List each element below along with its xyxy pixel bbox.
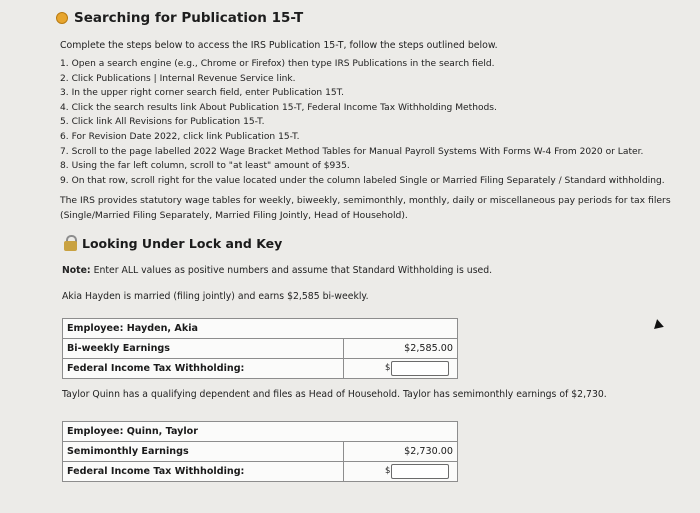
note-text — [62, 265, 492, 276]
step-item: 8. Using the far left column, scroll to "at least" amount of $935. — [60, 161, 350, 172]
employee-name-cell: Employee: Hayden, Akia — [63, 319, 458, 339]
employee-table-quinn — [62, 421, 458, 482]
step-item: 9. On that row, scroll right for the value located under the column labeled Single or Married Filing Separately / Standard withholding. — [60, 175, 665, 186]
earnings-value-cell: $2,585.00 — [344, 339, 458, 359]
steps-list — [60, 57, 700, 188]
step-item: 6. For Revision Date 2022, click link Publication 15-T. — [60, 131, 300, 142]
scenario-2-text: Taylor Quinn has a qualifying dependent and files as Head of Household. Taylor has semimonthly earnings of $2,730. — [62, 389, 607, 400]
section-title: Looking Under Lock and Key — [82, 235, 283, 251]
note-body: Enter ALL values as positive numbers and assume that Standard Withholding is used. — [90, 265, 493, 276]
employee-name-cell: Employee: Quinn, Taylor — [63, 422, 458, 442]
fit-input-cell — [344, 359, 458, 379]
currency-symbol: $ — [385, 466, 391, 476]
wage-tables-paragraph: The IRS provides statutory wage tables for weekly, biweekly, semimonthly, monthly, daily or miscellaneous pay periods for tax filers (Single/Married Filing Separately, Married Filing Jointly, Head of Household). — [60, 195, 671, 221]
step-item: 1. Open a search engine (e.g., Chrome or Firefox) then type IRS Publications in the search field. — [60, 59, 495, 69]
intro-text: Complete the steps below to access the IRS Publication 15-T, follow the steps outlined below. — [60, 40, 498, 51]
step-item: 3. In the upper right corner search field, enter Publication 15T. — [60, 88, 345, 99]
earnings-label-cell: Bi-weekly Earnings — [63, 339, 344, 359]
earnings-label-cell: Semimonthly Earnings — [63, 442, 344, 462]
section-header — [62, 235, 282, 251]
step-item: 4. Click the search results link About Publication 15-T, Federal Income Tax Withholding Methods. — [60, 102, 497, 113]
note-label: Note: — [62, 265, 91, 276]
step-item: 7. Scroll to the page labelled 2022 Wage Bracket Method Tables for Manual Payroll Systems With Forms W-4 From 2020 or Later. — [60, 146, 644, 157]
step-item: 2. Click Publications | Internal Revenue Service link. — [60, 73, 296, 84]
fit-input-cell — [344, 462, 458, 482]
fit-answer-input[interactable] — [391, 464, 449, 479]
currency-symbol: $ — [385, 363, 391, 373]
fit-label-cell: Federal Income Tax Withholding: — [63, 462, 344, 482]
page-title: Searching for Publication 15-T — [74, 10, 304, 26]
fit-label-cell: Federal Income Tax Withholding: — [63, 359, 344, 379]
scenario-1-text: Akia Hayden is married (filing jointly) and earns $2,585 bi-weekly. — [62, 291, 369, 302]
title-row — [56, 10, 303, 26]
earnings-value-cell: $2,730.00 — [344, 442, 458, 462]
mouse-cursor-icon — [652, 318, 664, 329]
employee-table-hayden — [62, 318, 458, 379]
step-item: 5. Click link All Revisions for Publication 15-T. — [60, 117, 265, 128]
lock-icon — [62, 235, 79, 251]
progress-circle-icon — [56, 12, 68, 24]
fit-answer-input[interactable] — [391, 361, 449, 376]
